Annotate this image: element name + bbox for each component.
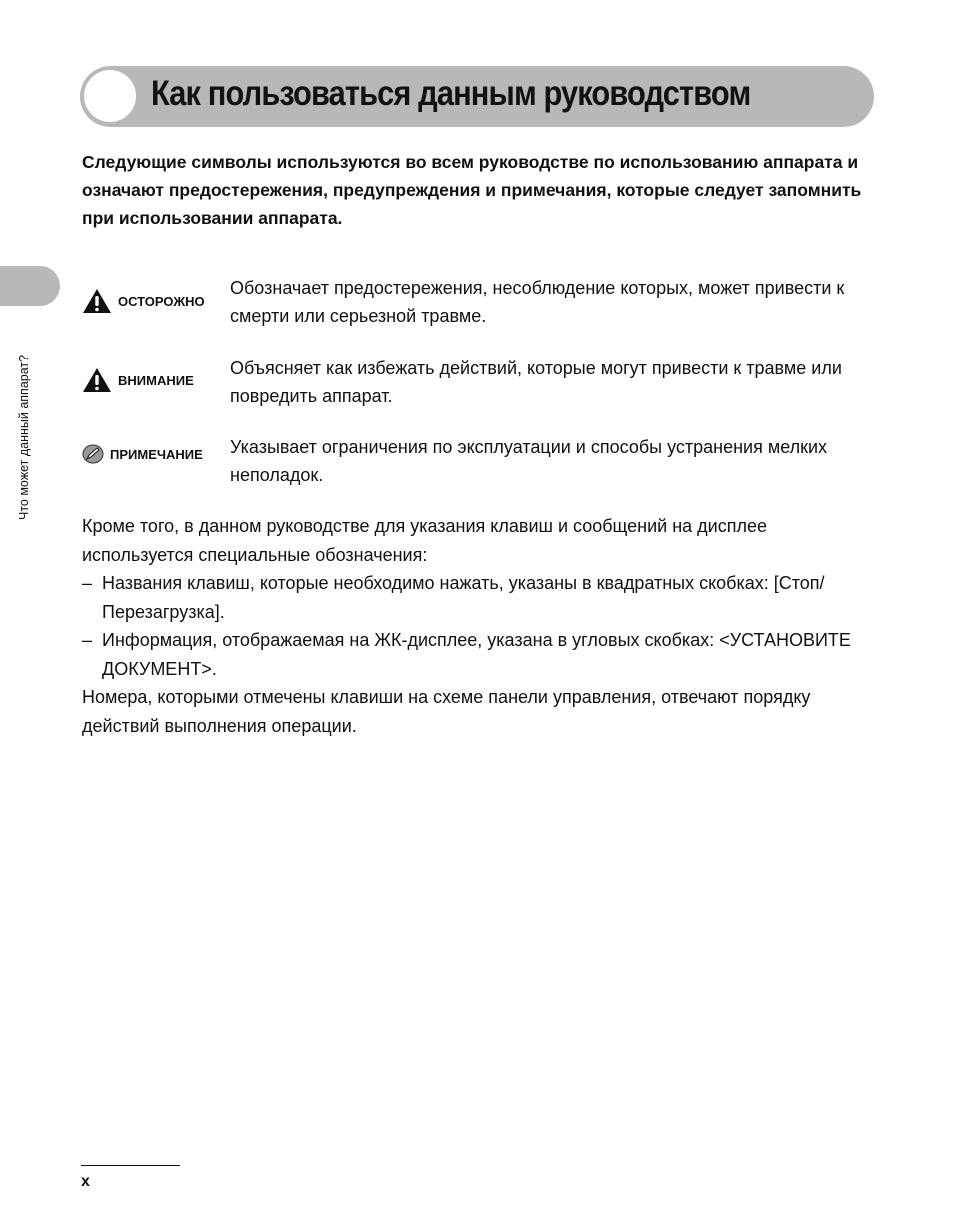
paragraph: Кроме того, в данном руководстве для указания клавиш и сообщений на дисплее используется специальные обозначения: [82,516,767,565]
symbol-caution [82,288,205,314]
pencil-note-icon [82,444,104,464]
symbol-note [82,444,203,464]
symbol-description: Объясняет как избежать действий, которые могут привести к травме или повредить аппарат. [230,358,842,406]
body-text [82,512,872,740]
side-tab-label: Что может данный аппарат? [17,354,31,520]
paragraph: Номера, которыми отмечены клавиши на схеме панели управления, отвечают порядку действий выполнения операции. [82,687,811,736]
symbol-description: Обозначает предостережения, несоблюдение которых, может привести к смерти или серьезной травме. [230,278,845,326]
warning-triangle-icon [82,288,112,314]
intro-paragraph: Следующие символы используются во всем руководстве по использованию аппарата и означают предостережения, предупреждения и примечания, которые следует запомнить при использовании аппарата. [82,152,862,228]
title-circle-decoration [84,70,136,122]
side-tab [0,266,60,306]
list-item: – Названия клавиш, которые необходимо нажать, указаны в квадратных скобках: [Стоп/Перезагрузка]. [82,573,825,622]
footer-rule [81,1165,180,1166]
page-number: x [81,1173,90,1190]
symbol-description: Указывает ограничения по эксплуатации и способы устранения мелких неполадок. [230,437,828,485]
symbol-label: ОСТОРОЖНО [118,293,205,309]
symbol-label: ВНИМАНИЕ [118,372,194,388]
page-title: Как пользоваться данным руководством [151,74,751,113]
warning-triangle-icon [82,367,112,393]
symbol-attention [82,367,194,393]
list-item: – Информация, отображаемая на ЖК-дисплее, указана в угловых скобках: <УСТАНОВИТЕ ДОКУМЕНТ>. [82,630,851,679]
symbol-label: ПРИМЕЧАНИЕ [110,446,203,462]
